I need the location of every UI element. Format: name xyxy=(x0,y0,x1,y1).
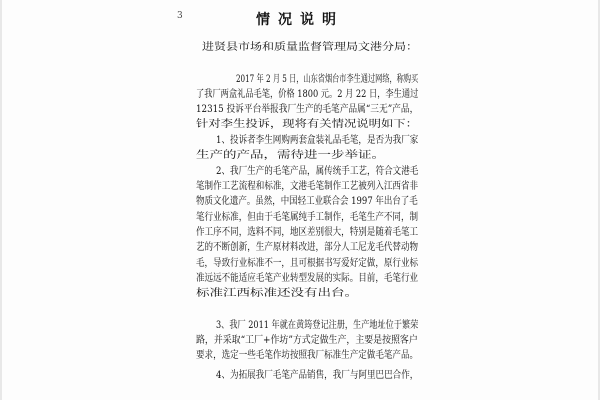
body-line: 路，并采取“工厂+作坊”方式定做生产，主要是按照客户 xyxy=(196,335,418,346)
body-line: 作工序不同，选料不同，地区差别很大，特别是随着毛笔工 xyxy=(196,227,419,238)
body-line: 1、投诉者李生网购两套盒装礼品毛笔，是否为我厂家 xyxy=(216,135,419,146)
body-line: 进贤县市场和质量监督管理局文港分局： xyxy=(202,42,418,53)
body-line: 针对李生投诉，现将有关情况说明如下： xyxy=(196,119,418,130)
corner-mark: 3 xyxy=(177,11,183,21)
body-line: 毛，导致行业标准不一，且可根据书写爱好定做，原行业标 xyxy=(196,258,419,269)
body-line: 3、我厂 2011 年就在黄筠登记注册，生产地址位于繁荣 xyxy=(216,320,419,331)
body-line: 标准江西标准还没有出台。 xyxy=(196,288,358,299)
body-line: 准远远不能适应毛笔产业转型发展的实际。目前，毛笔行业 xyxy=(196,273,419,284)
body-line: 2、我厂生产的毛笔产品，属传统手工艺，符合文港毛 xyxy=(216,166,419,177)
body-line: 物质文化遗产。虽然，中国轻工业联合会 1997 年出台了毛 xyxy=(196,196,418,207)
document-title: 情况说明 xyxy=(256,12,344,28)
body-line: 了我厂两盒礼品毛笔，价格 1800 元。2 月 22 日，李生通过 xyxy=(196,89,419,100)
body-line: 笔行业标准，但由于毛笔属纯手工制作，毛笔生产不同，制 xyxy=(196,212,419,223)
body-line: 2017 年 2 月 5 日，山东省烟台市李生通过网络，称购买 xyxy=(236,74,419,85)
body-line: 12315 投诉平台举报我厂生产的毛笔产品属“三无”产品， xyxy=(196,104,419,115)
body-line: 艺的不断创新，生产原材料改进，部分人工尼龙毛代替动物 xyxy=(196,242,419,253)
body-line: 生产的产品，需待进一步举证。 xyxy=(196,150,385,161)
body-line: 4、为拓展我厂毛笔产品销售，我厂与阿里巴巴合作， xyxy=(216,370,419,381)
body-line: 笔制作工艺流程和标准，文港毛笔制作工艺被列入江西省非 xyxy=(196,181,419,192)
page-edge-left xyxy=(0,0,2,400)
body-line: 要求，选定一些毛笔作坊按照我厂标准生产定做毛笔产品。 xyxy=(196,350,419,361)
